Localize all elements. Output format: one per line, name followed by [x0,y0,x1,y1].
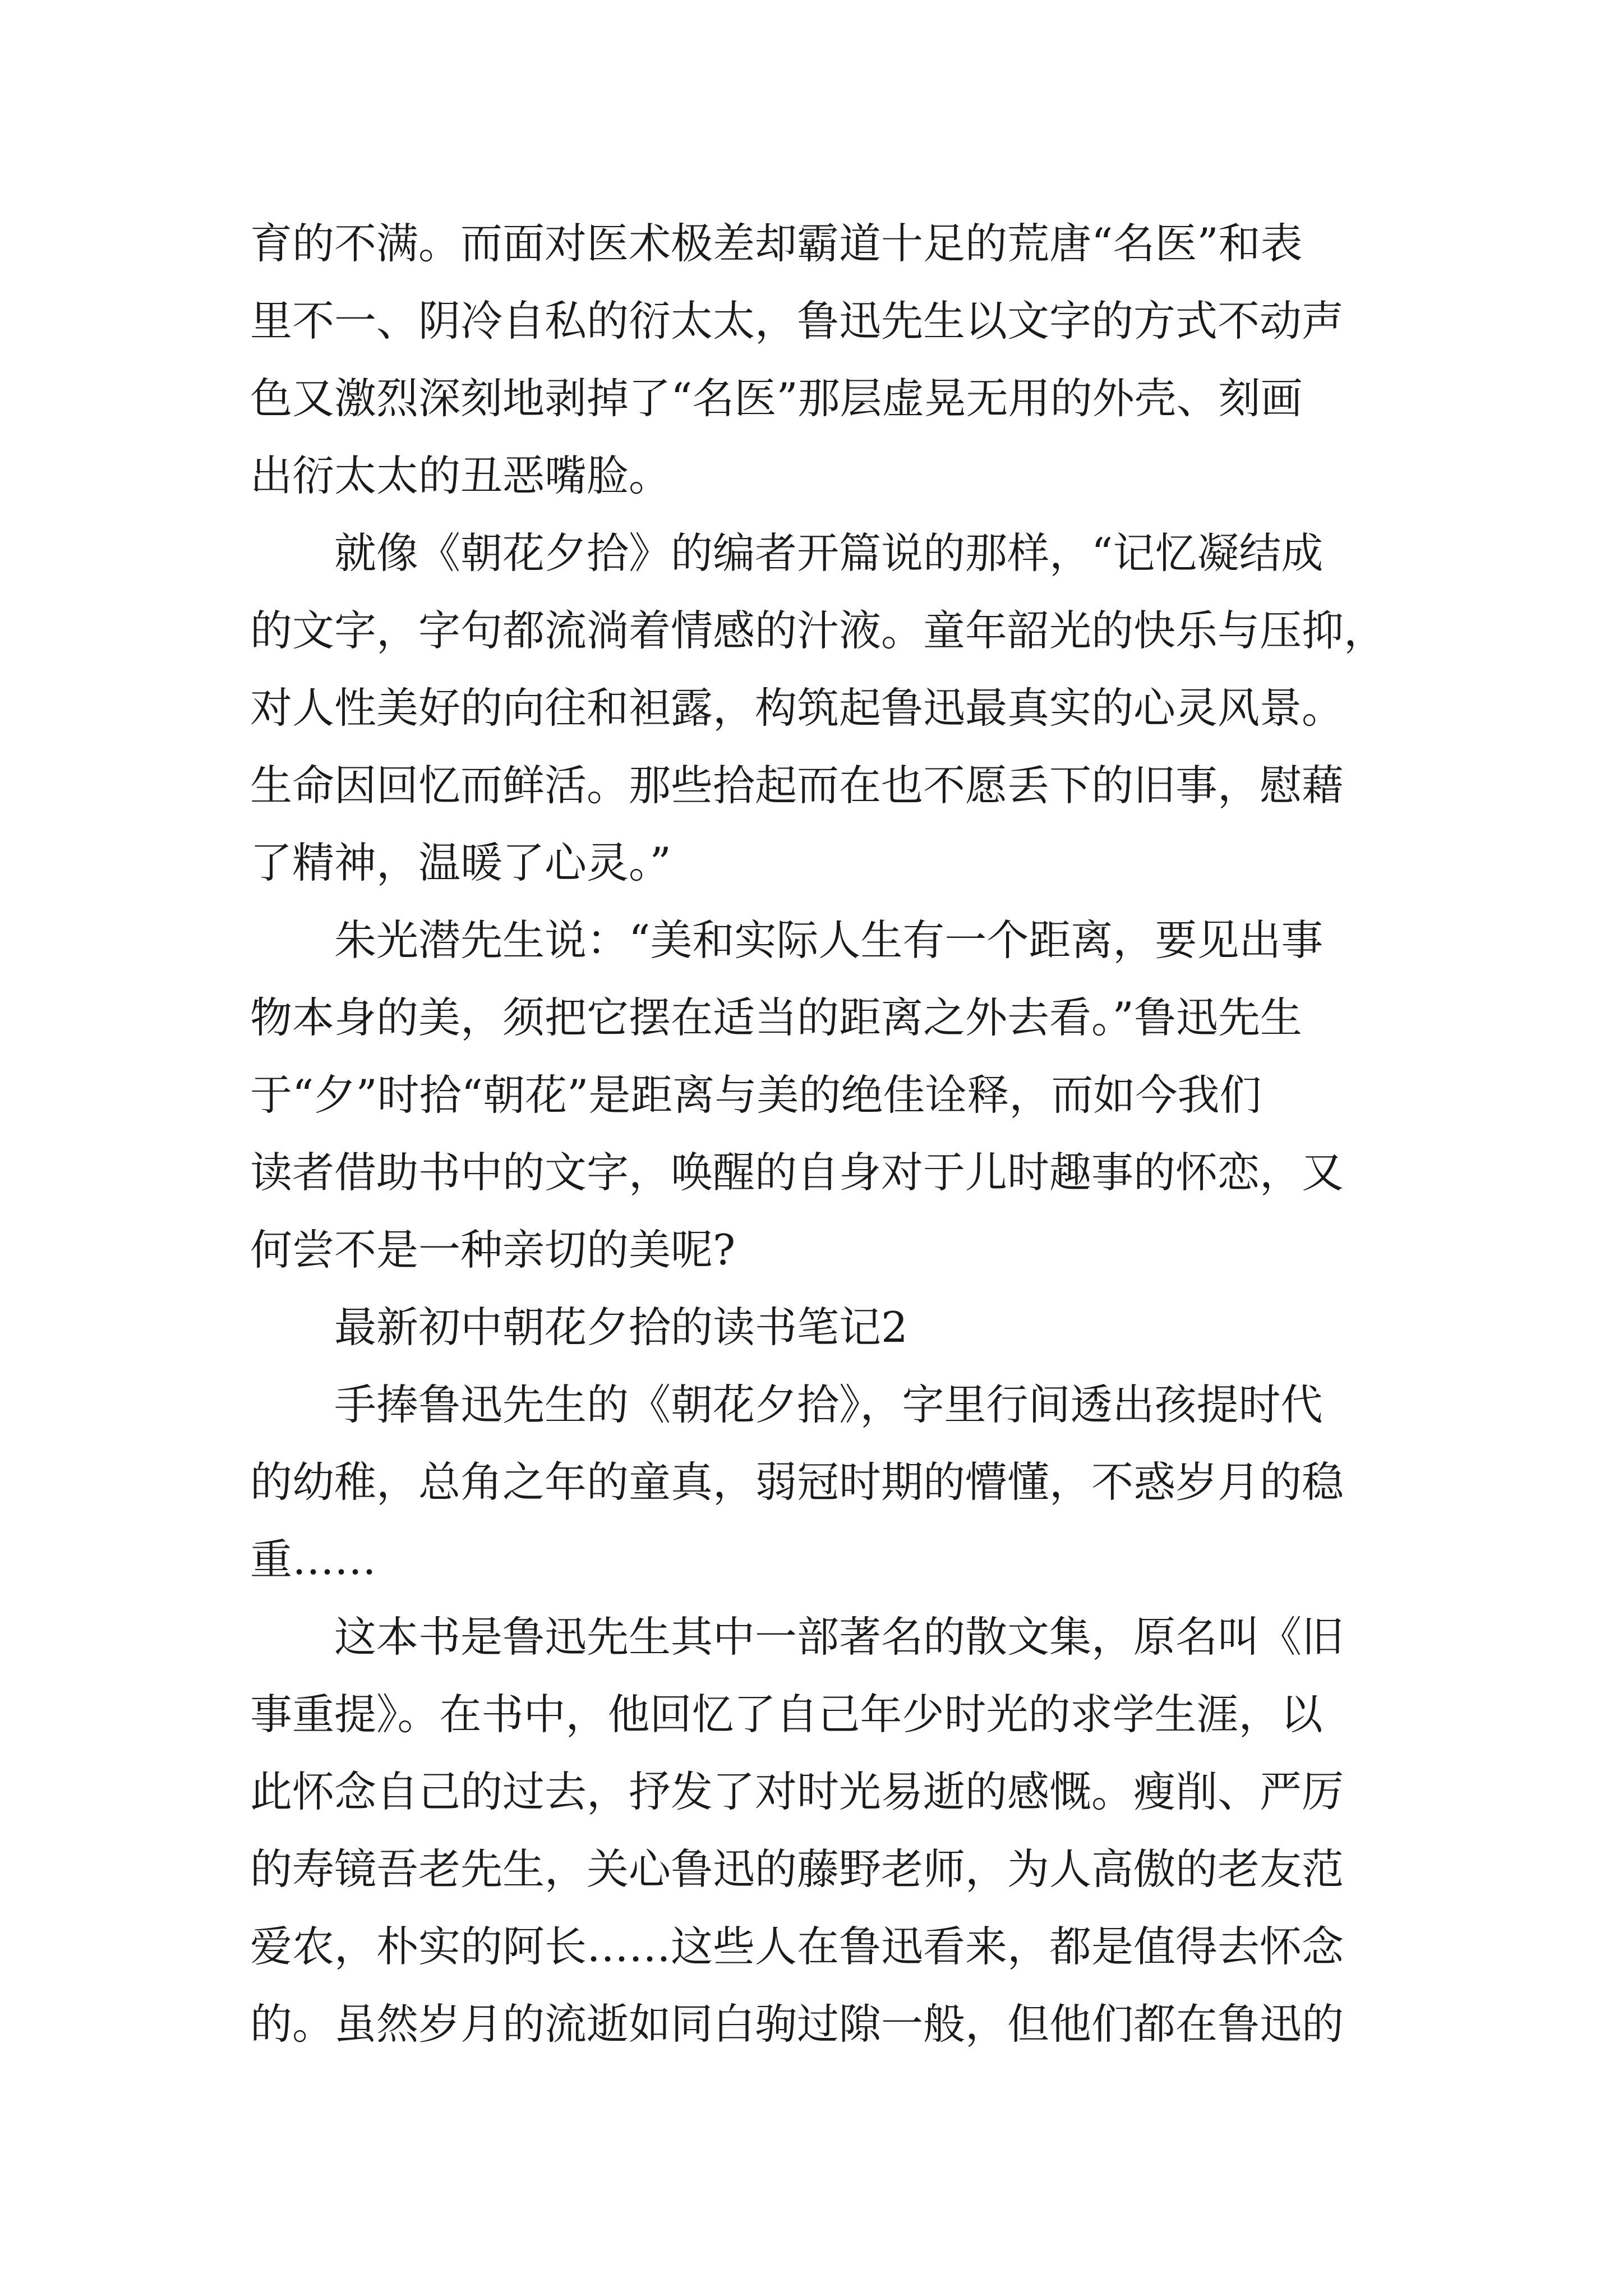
text-line: 的寿镜吾老先生，关心鲁迅的藤野老师，为人高傲的老友范 [250,1844,1344,1894]
text-line: 里不一、阴冷自私的衍太太，鲁迅先生以文字的方式不动声 [250,296,1344,346]
text-line: 出衍太太的丑恶嘴脸。 [250,451,671,500]
text-line: 了精神，温暖了心灵。” [250,838,671,887]
text-line: 就像《朝花夕拾》的编者开篇说的那样，“记忆凝结成 [250,528,1324,578]
text-line: 爱农，朴实的阿长……这些人在鲁迅看来，都是值得去怀念 [250,1922,1344,1971]
text-line: 重…… [250,1535,377,1584]
text-line: 对人性美好的向往和袒露，构筑起鲁迅最真实的心灵风景。 [250,683,1344,733]
text-line: 这本书是鲁迅先生其中一部著名的散文集，原名叫《旧 [250,1612,1344,1662]
text-line: 于“夕”时拾“朝花”是距离与美的绝佳诠释，而如今我们 [250,1070,1262,1120]
text-line: 朱光潜先生说：“美和实际人生有一个距离，要见出事 [250,915,1324,965]
text-line: 的。虽然岁月的流逝如同白驹过隙一般，但他们都在鲁迅的 [250,1999,1344,2049]
text-line: 育的不满。而面对医术极差却霸道十足的荒唐“名医”和表 [250,219,1303,268]
text-line: 读者借助书中的文字，唤醒的自身对于儿时趣事的怀恋，又 [250,1148,1344,1197]
text-line: 手捧鲁迅先生的《朝花夕拾》，字里行间透出孩提时代 [250,1380,1323,1429]
section-heading: 最新初中朝花夕拾的读书笔记2 [250,1303,908,1352]
text-line: 的文字，字句都流淌着情感的汁液。童年韶光的快乐与压抑， [250,606,1386,655]
text-line: 事重提》。在书中，他回忆了自己年少时光的求学生涯，以 [250,1690,1323,1739]
text-line: 的幼稚，总角之年的童真，弱冠时期的懵懂，不惑岁月的稳 [250,1457,1344,1507]
text-line: 色又激烈深刻地剥掉了“名医”那层虚晃无用的外壳、刻画 [250,374,1303,423]
text-line: 此怀念自己的过去，抒发了对时光易逝的感慨。瘦削、严厉 [250,1767,1344,1816]
body-text [250,205,1405,2063]
text-line: 物本身的美，须把它摆在适当的距离之外去看。”鲁迅先生 [250,993,1302,1042]
text-line: 生命因回忆而鲜活。那些拾起而在也不愿丢下的旧事，慰藉 [250,761,1344,810]
text-line: 何尝不是一种亲切的美呢? [250,1225,736,1274]
